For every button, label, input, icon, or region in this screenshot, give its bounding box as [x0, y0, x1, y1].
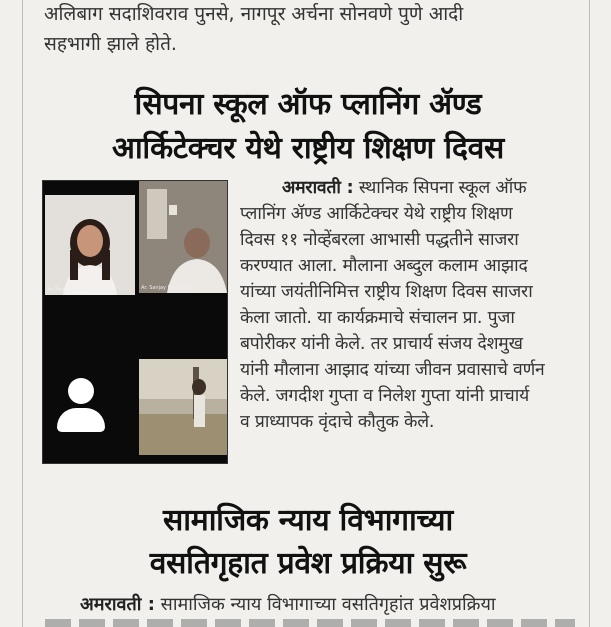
avatar-body-icon: [57, 408, 105, 432]
article2-headline-line-1: सामाजिक न्याय विभागाच्या: [163, 503, 453, 538]
article2-headline-line-2: वसतिगृहात प्रवेश प्रक्रिया सुरू: [149, 546, 467, 581]
participant-tile-man: [139, 181, 227, 293]
participant-tile-woman: [45, 195, 135, 295]
participant-name-label-2: Ar. Sanjay Deshmukh: [141, 285, 195, 291]
article2-body-line-1: [80, 593, 496, 617]
article1-body-line-2: प्लानिंग ॲण्ड आर्किटेक्चर येथे राष्ट्रीय शिक्षण: [240, 204, 513, 224]
article1-dateline: अमरावती :: [282, 178, 354, 198]
article1-body-line-8: यांनी मौलाना आझाद यांच्या जीवन प्रवासाचे वर्णन: [240, 360, 545, 380]
article1-body-line-9: केले. जगदीश गुप्ता व निलेश गुप्ता यांनी प्राचार्य: [240, 386, 530, 406]
participant-tile-outdoor: [139, 359, 227, 455]
article1-body-line-3: दिवस ११ नोव्हेंबरला आभासी पद्धतीने साजरा: [240, 230, 519, 250]
article1-body-text-1: स्थानिक सिपना स्कूल ऑफ: [358, 178, 527, 198]
previous-article-line-1: अलिबाग सदाशिवराव पुनसे, नागपूर अर्चना सोनवणे पुणे आदी: [44, 3, 464, 25]
avatar-head-icon: [68, 378, 94, 404]
article1-body-line-4: करण्यात आला. मौलाना अब्दुल कलाम आझाद: [240, 256, 528, 276]
cut-off-text-line: [45, 619, 575, 627]
article1-headline-line-2: आर्किटेक्चर येथे राष्ट्रीय शिक्षण दिवस: [112, 131, 504, 166]
previous-article-line-2: सहभागी झाले होते.: [44, 33, 177, 55]
column-rule-left: [22, 0, 23, 627]
article2-body-text-1: सामाजिक न्याय विभागाच्या वसतिगृहांत प्रवेशप्रक्रिया: [160, 594, 496, 615]
article1-body-line-10: व प्राध्यापक वृंदाचे कौतुक केले.: [240, 412, 435, 432]
article1-body-line-5: यांच्या जयंतीनिमित्त राष्ट्रीय शिक्षण दिवस साजरा: [240, 282, 533, 302]
article1-headline-line-1: सिपना स्कूल ऑफ प्लानिंग ॲण्ड: [134, 87, 482, 122]
article1-body-line-7: बपोरीकर यांनी केले. तर प्राचार्य संजय देशमुख: [240, 334, 523, 354]
participant-name-label-1: Ar. Pooja Bapodkar: [47, 287, 95, 293]
article1-body-line-6: केला जातो. या कार्यक्रमाचे संचालन प्रा. पुजा: [240, 308, 515, 328]
video-call-photo: [42, 180, 228, 464]
column-rule-right: [589, 0, 590, 627]
article2-dateline: अमरावती :: [80, 594, 155, 615]
article1-body-line-1: [282, 177, 611, 201]
